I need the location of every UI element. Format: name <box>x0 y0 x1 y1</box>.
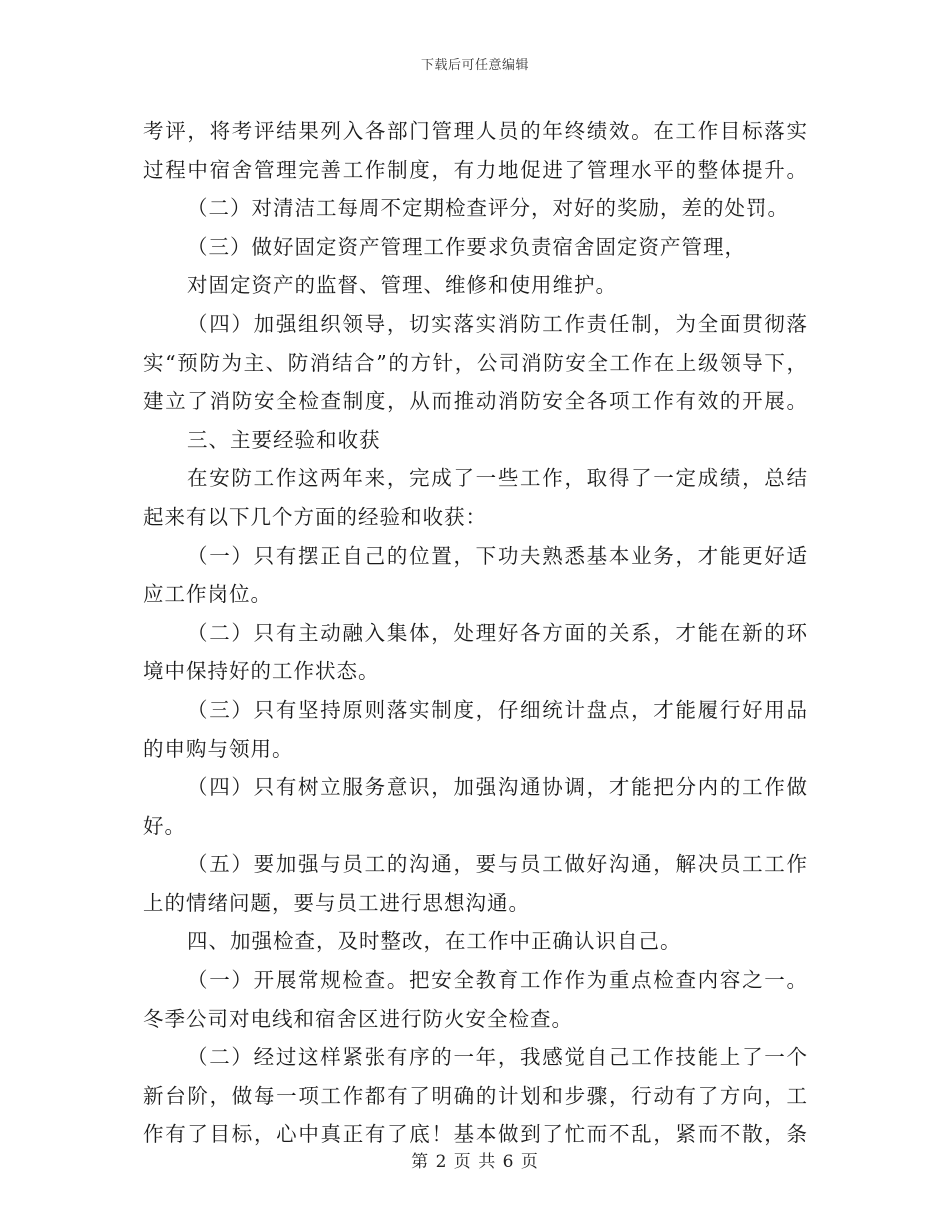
text-line: （二）经过这样紧张有序的一年，我感觉自己工作技能上了一个 <box>187 1045 808 1070</box>
text-line: 过程中宿舍管理完善工作制度，有力地促进了管理水平的整体提升。 <box>143 157 808 182</box>
page-number-footer: 第 2 页 共 6 页 <box>411 1152 539 1172</box>
text-line: 对固定资产的监督、管理、维修和使用维护。 <box>187 273 617 298</box>
text-line: 上的情绪问题，要与员工进行思想沟通。 <box>143 890 530 915</box>
text-line: 建立了消防安全检查制度，从而推动消防安全各项工作有效的开展。 <box>143 389 808 414</box>
text-line: 三、主要经验和收获 <box>187 427 381 452</box>
text-line: 的申购与领用。 <box>143 736 294 761</box>
text-line: （四）加强组织领导，切实落实消防工作责任制，为全面贯彻落 <box>187 311 808 336</box>
page-header: 下载后可任意编辑 <box>420 58 529 73</box>
text-line: 在安防工作这两年来，完成了一些工作，取得了一定成绩，总结 <box>187 466 808 491</box>
text-line: 新台阶，做每一项工作都有了明确的计划和步骤，行动有了方向，工 <box>143 1083 808 1108</box>
text-line: 四、加强检查，及时整改，在工作中正确认识自己。 <box>187 929 682 954</box>
text-line: （五）要加强与员工的沟通，要与员工做好沟通，解决员工工作 <box>187 852 808 877</box>
document-body <box>143 112 808 1154</box>
text-line: （四）只有树立服务意识，加强沟通协调，才能把分内的工作做 <box>187 775 808 800</box>
text-line: （三）做好固定资产管理工作要求负责宿舍固定资产管理， <box>187 234 746 259</box>
text-line: 起来有以下几个方面的经验和收获： <box>143 504 487 529</box>
text-line: 作有了目标，心中真正有了底！基本做到了忙而不乱，紧而不散，条 <box>143 1122 808 1147</box>
text-line: （一）只有摆正自己的位置，下功夫熟悉基本业务，才能更好适 <box>187 543 808 568</box>
text-line: 境中保持好的工作状态。 <box>143 659 380 684</box>
text-line: 考评，将考评结果列入各部门管理人员的年终绩效。在工作目标落实 <box>143 119 808 143</box>
text-line: 应工作岗位。 <box>143 582 272 607</box>
text-line: （二）对清洁工每周不定期检查评分，对好的奖励，差的处罚。 <box>187 196 789 221</box>
text-line: 实“预防为主、防消结合”的方针，公司消防安全工作在上级领导下， <box>143 350 808 375</box>
text-line: 好。 <box>143 813 186 838</box>
text-line: （三）只有坚持原则落实制度，仔细统计盘点，才能履行好用品 <box>187 697 808 722</box>
text-line: （二）只有主动融入集体，处理好各方面的关系，才能在新的环 <box>187 620 808 645</box>
text-line: 冬季公司对电线和宿舍区进行防火安全检查。 <box>143 1006 573 1031</box>
text-line: （一）开展常规检查。把安全教育工作作为重点检查内容之一。 <box>187 968 808 993</box>
